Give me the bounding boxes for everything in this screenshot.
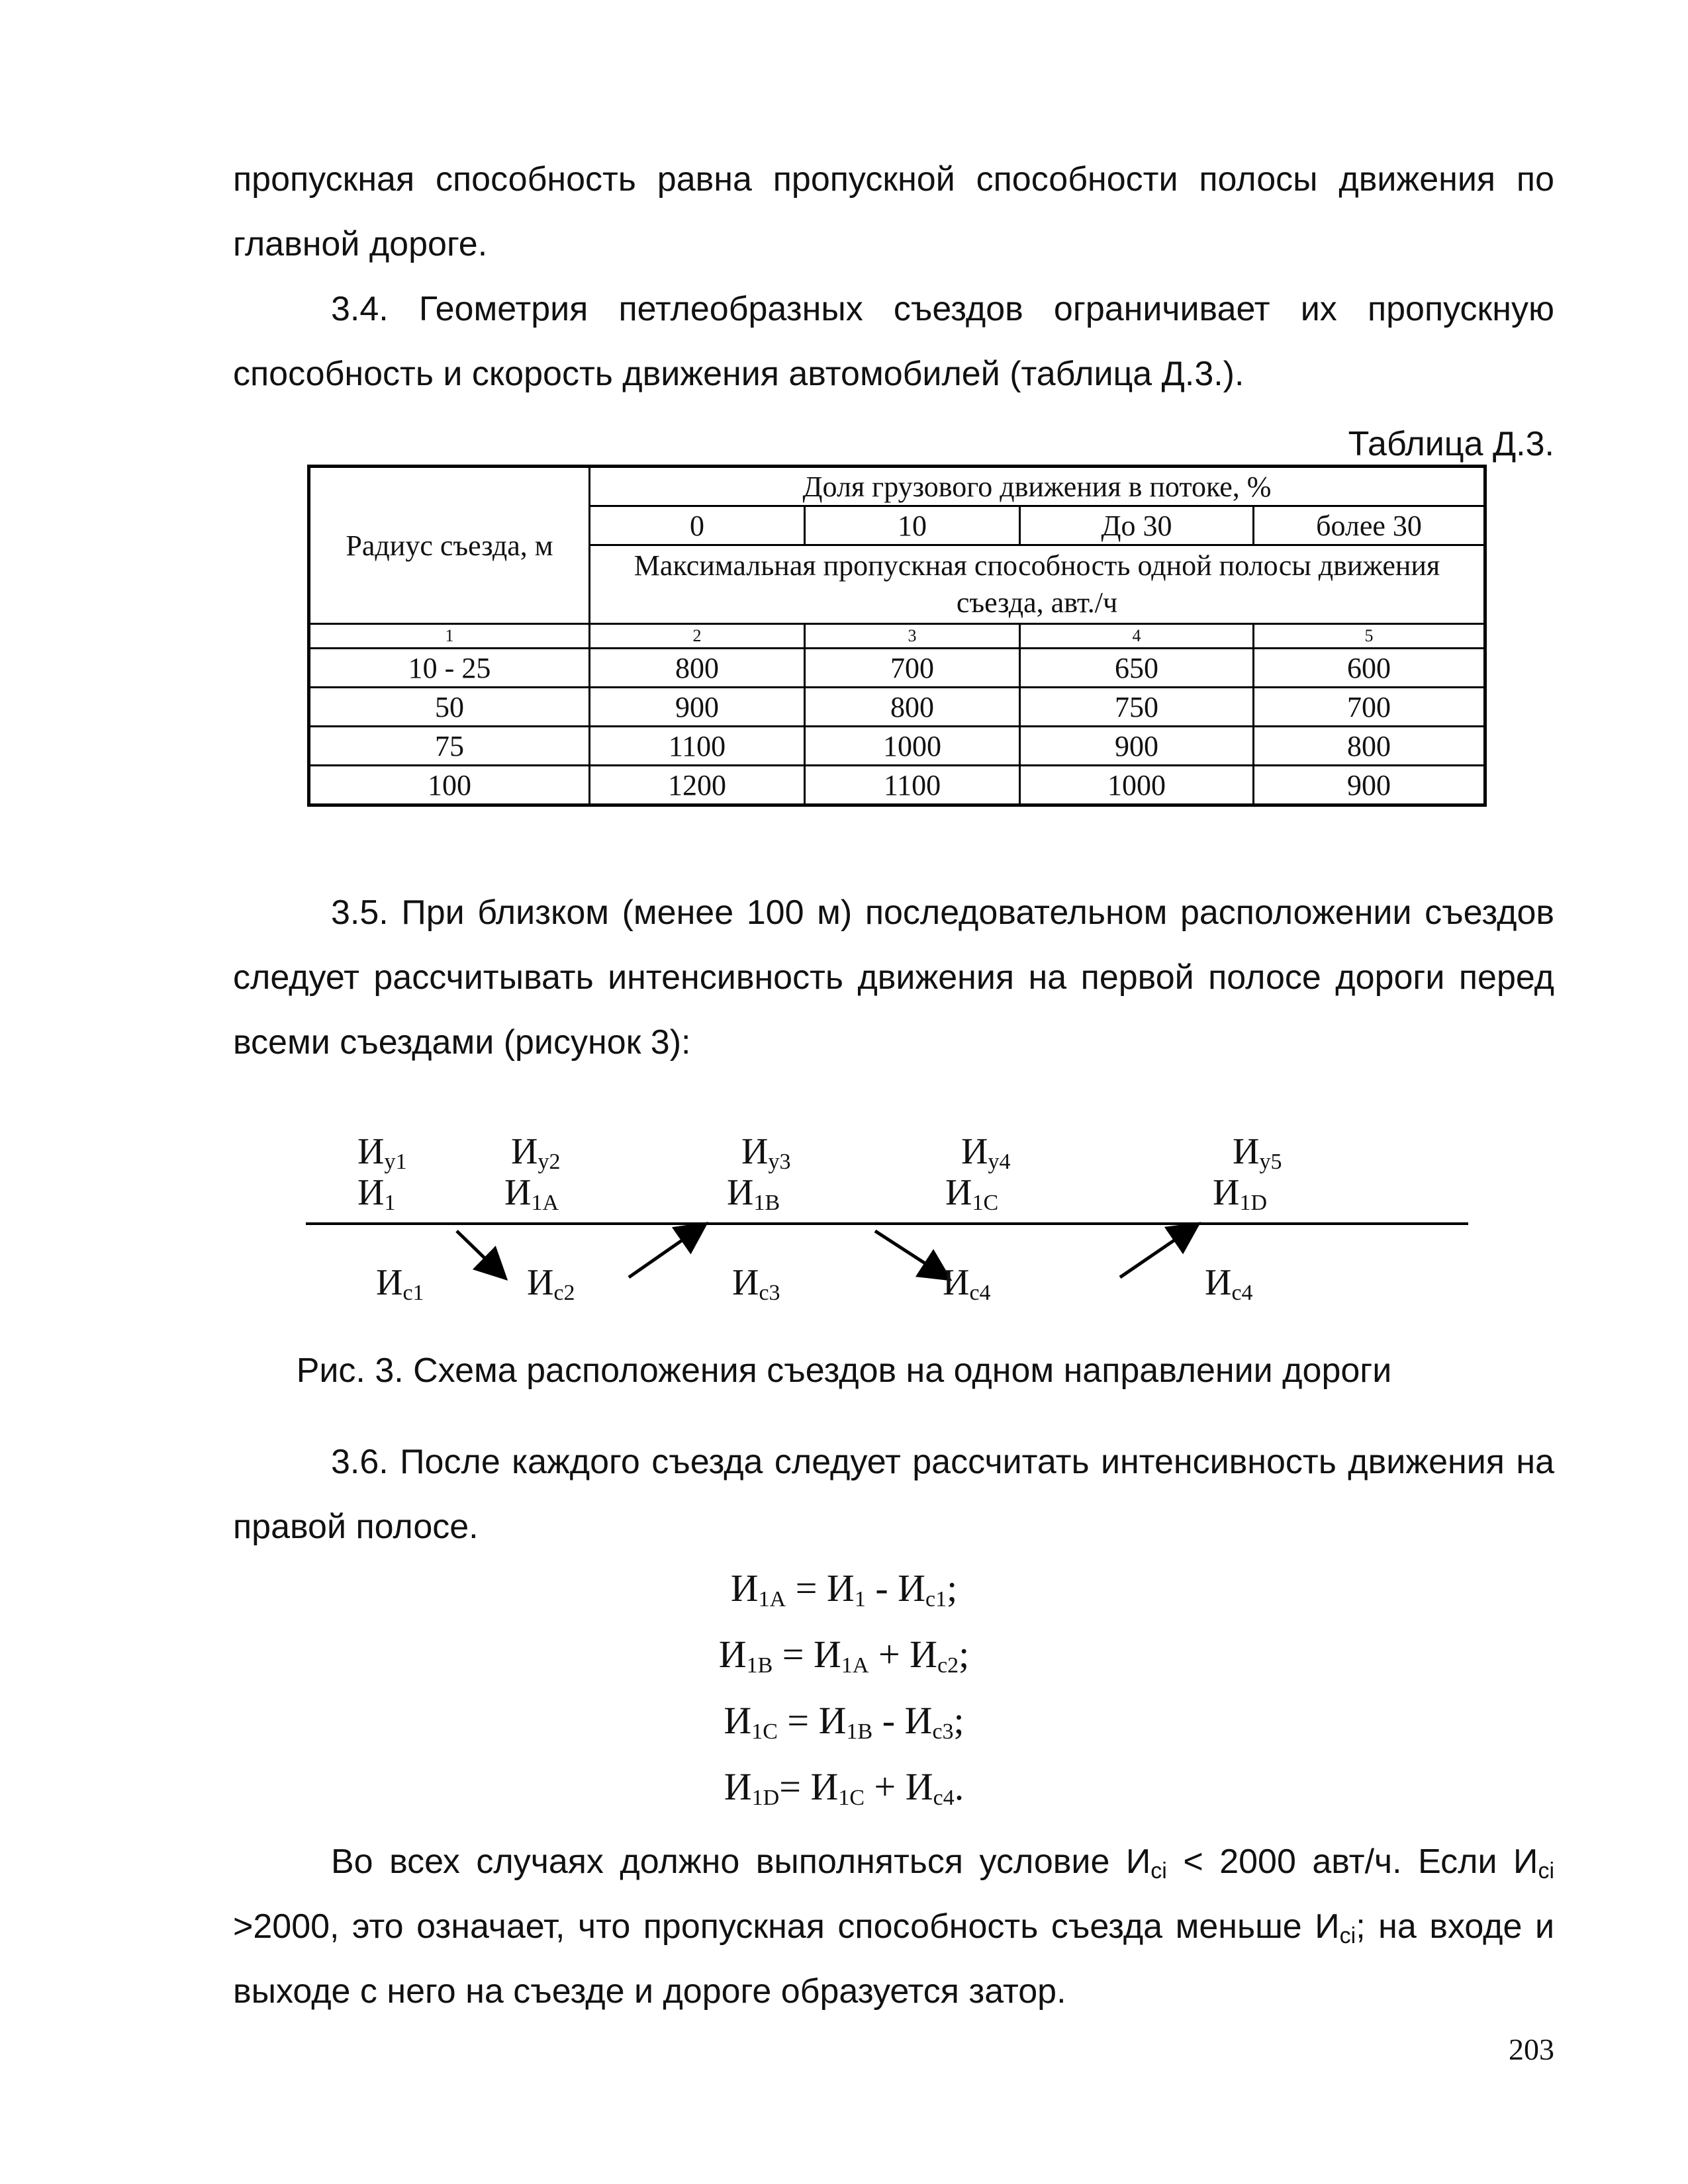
paragraph-1: пропускная способность равна пропускной способности полосы движения по главной дороге.	[233, 160, 1554, 263]
table-cell: 75	[309, 727, 590, 766]
figure-caption: Рис. 3. Схема расположения съездов на одном направлении дороги	[296, 1351, 1392, 1390]
table-cell: 1100	[590, 727, 805, 766]
page-number: 203	[1509, 2032, 1554, 2066]
paragraph-3-4: 3.4. Геометрия петлеобразных съездов ограничивает их пропускную способность и скорость движения автомобилей (таблица Д.3.).	[233, 290, 1554, 393]
sub-header: Максимальная пропускная способность одной полосы движения съезда, авт./ч	[590, 545, 1485, 624]
table-cell: 900	[590, 688, 805, 727]
label-ic4: $И_{с4}$	[943, 1262, 991, 1305]
paragraph-3-6: 3.6. После каждого съезда следует рассчитать интенсивность движения на правой полосе.	[233, 1443, 1554, 1546]
entry-arrow-4	[1120, 1226, 1196, 1277]
label-i1: $И_1$	[357, 1172, 396, 1215]
table-cell: 1100	[805, 766, 1020, 805]
label-i1d: $И_{1D}$	[1213, 1172, 1268, 1215]
table-cell: 900	[1020, 727, 1254, 766]
label-ic2: $И_{с2}$	[527, 1262, 575, 1305]
diagram-lines	[0, 1118, 1688, 1317]
table-caption: Таблица Д.3.	[1348, 425, 1554, 463]
col-number: 1	[309, 624, 590, 649]
table-cell: 1000	[1020, 766, 1254, 805]
table-cell: 800	[805, 688, 1020, 727]
table-cell: 750	[1020, 688, 1254, 727]
formula-3: $И_{1С} = И_{1В} - И_{с3}$;	[724, 1699, 964, 1744]
ramp-layout-diagram	[0, 1118, 1688, 1317]
exit-arrow-3	[875, 1231, 947, 1277]
col-number: 2	[590, 624, 805, 649]
label-i1a: $И_{1А}$	[504, 1172, 559, 1215]
table-cell: 10 - 25	[309, 649, 590, 688]
col-header: более 30	[1254, 506, 1485, 545]
table-cell: 800	[590, 649, 805, 688]
label-iy4: $И_{у4}$	[961, 1131, 1011, 1174]
table-cell: 700	[805, 649, 1020, 688]
table-cell: 1200	[590, 766, 805, 805]
formula-4: $И_{1D}= И_{1С} + И_{с4}$.	[724, 1765, 964, 1810]
label-iy1: $И_{у1}$	[357, 1131, 407, 1174]
exit-arrow-1	[457, 1231, 503, 1276]
col-header: 0	[590, 506, 805, 545]
col-number: 4	[1020, 624, 1254, 649]
table-cell: 100	[309, 766, 590, 805]
col-header: До 30	[1020, 506, 1254, 545]
label-iy5: $И_{у5}$	[1233, 1131, 1282, 1174]
formula-1: $И_{1А} = И_1 - И_{с1}$;	[730, 1567, 958, 1612]
table-cell: 900	[1254, 766, 1485, 805]
col-number: 5	[1254, 624, 1485, 649]
col-header: 10	[805, 506, 1020, 545]
group-header: Доля грузового движения в потоке, %	[590, 467, 1485, 506]
label-iy3: $И_{у3}$	[741, 1131, 791, 1174]
row-header-radius: Радиус съезда, м	[309, 467, 590, 624]
paragraph-conclusion: Во всех случаях должно выполняться условие $И_{ci} < 2000$ авт/ч. Если $И_{ci} >2000$, это означает, что пропускная способность съезда меньше $И_{ci}$; на входе и выходе с него на съезде и дороге образуется затор.	[233, 1843, 1554, 2011]
entry-arrow-2	[629, 1226, 703, 1277]
label-ic1: $И_{с1}$	[376, 1262, 424, 1305]
table-row	[309, 649, 1485, 688]
table-row	[309, 766, 1485, 805]
table-row	[309, 688, 1485, 727]
table-cell: 1000	[805, 727, 1020, 766]
table-row	[309, 727, 1485, 766]
paragraph-3-5: 3.5. При близком (менее 100 м) последовательном расположении съездов следует рассчитывать интенсивность движения на первой полосе дороги перед всеми съездами (рисунок 3):	[233, 893, 1554, 1062]
table-cell: 800	[1254, 727, 1485, 766]
label-iy2: $И_{у2}$	[511, 1131, 561, 1174]
label-i1b: $И_{1В}$	[727, 1172, 780, 1215]
table-cell: 650	[1020, 649, 1254, 688]
label-ic3: $И_{с3}$	[732, 1262, 780, 1305]
label-ic4-second: $И_{с4}$	[1205, 1262, 1253, 1305]
formula-2: $И_{1В} = И_{1А} + И_{с2}$;	[718, 1633, 970, 1678]
label-i1c: $И_{1С}$	[945, 1172, 999, 1215]
capacity-table	[307, 465, 1487, 807]
table-cell: 50	[309, 688, 590, 727]
table-cell: 700	[1254, 688, 1485, 727]
col-number: 3	[805, 624, 1020, 649]
table-cell: 600	[1254, 649, 1485, 688]
